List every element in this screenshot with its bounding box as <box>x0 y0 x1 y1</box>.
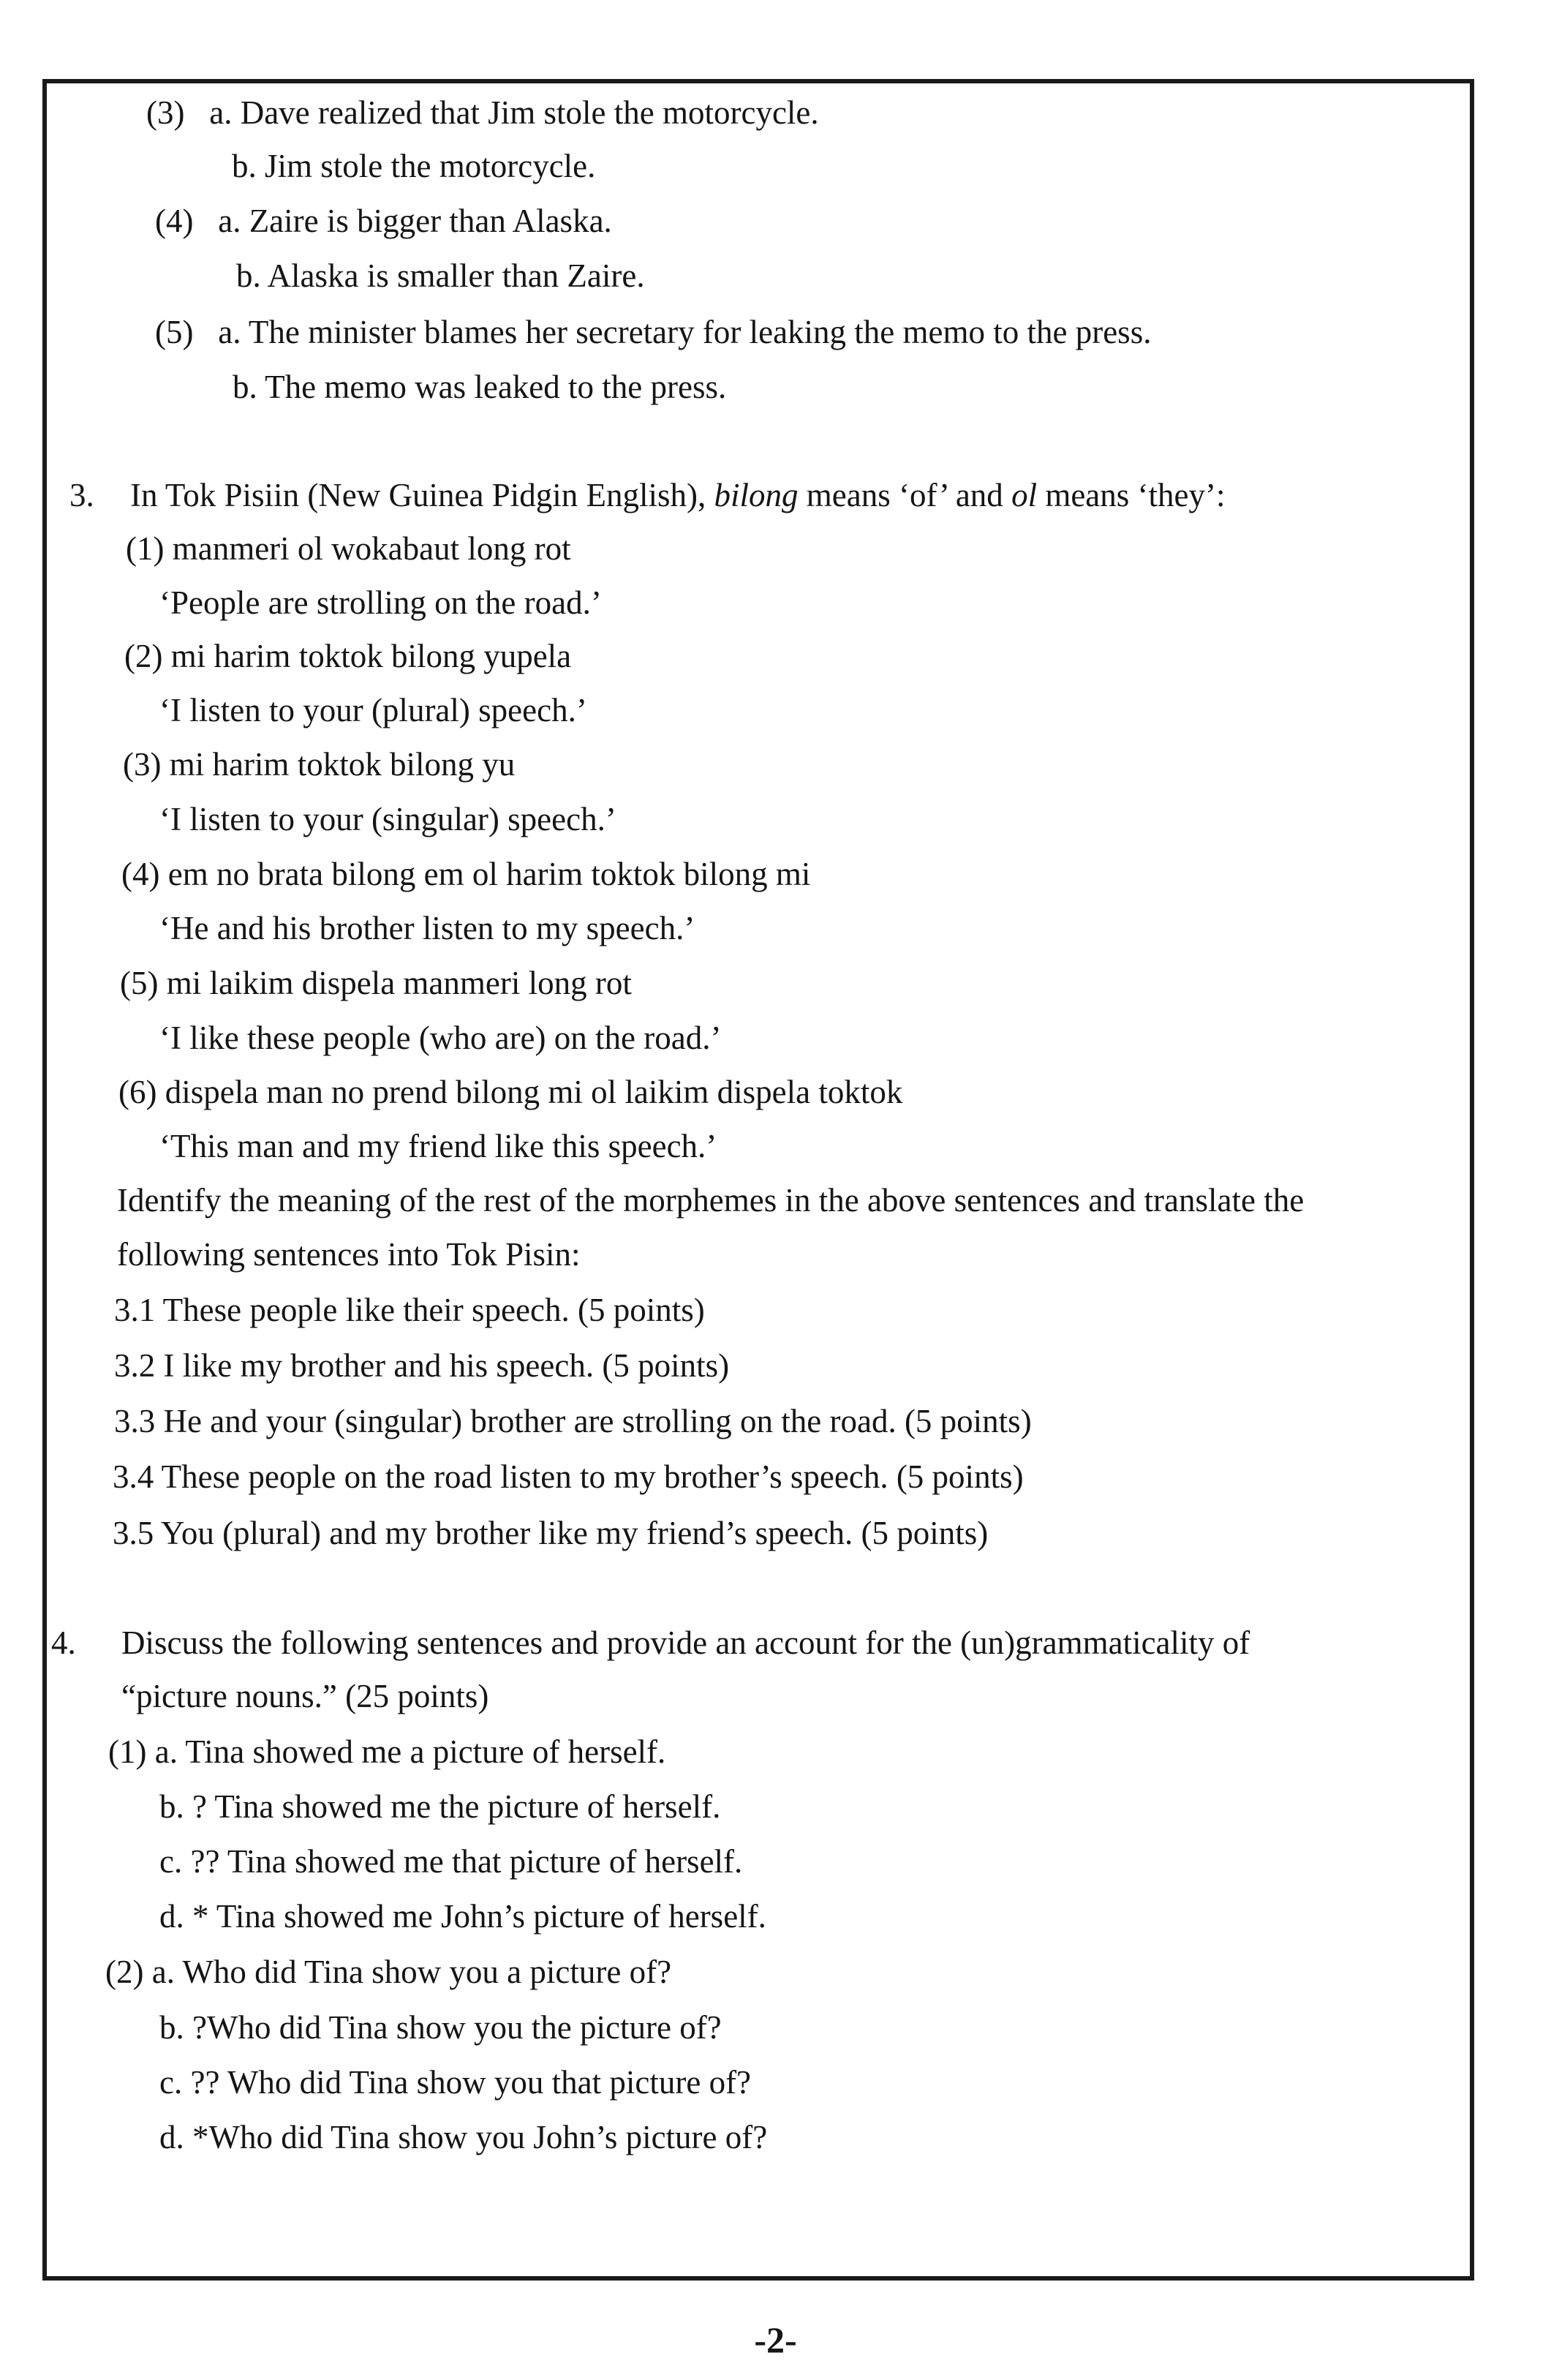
q2-sentence-3b: b. Jim stole the motorcycle. <box>232 148 596 184</box>
picture-noun-sentence-1c: c. ?? Tina showed me that picture of herself. <box>159 1843 743 1880</box>
q3-intro-text-b: means ‘of’ and <box>798 477 1012 513</box>
tok-pisin-gloss-1: ‘People are strolling on the road.’ <box>159 584 602 621</box>
q3-instruction-line-1: Identify the meaning of the rest of the morphemes in the above sentences and translate the <box>117 1182 1305 1219</box>
q3-instruction-line-2: following sentences into Tok Pisin: <box>117 1236 581 1273</box>
tok-pisin-gloss-5: ‘I like these people (who are) on the road.’ <box>159 1020 722 1056</box>
tok-pisin-gloss-4: ‘He and his brother listen to my speech.’ <box>159 910 695 946</box>
question-3-number: 3. <box>69 477 94 513</box>
question-3-intro <box>130 475 1226 515</box>
q3-intro-text-a: In Tok Pisiin (New Guinea Pidgin English), <box>130 477 714 513</box>
question-4-number: 4. <box>51 1624 76 1661</box>
translation-task-3-4: 3.4 These people on the road listen to my brother’s speech. (5 points) <box>113 1458 1024 1495</box>
tok-pisin-example-2: (2) mi harim toktok bilong yupela <box>124 638 572 674</box>
picture-noun-sentence-2b: b. ?Who did Tina show you the picture of? <box>159 2009 722 2046</box>
q2-sentence-3a: (3) a. Dave realized that Jim stole the motorcycle. <box>146 94 819 131</box>
q2-sentence-4a: (4) a. Zaire is bigger than Alaska. <box>155 203 612 239</box>
question-4-intro-line-2: “picture nouns.” (25 points) <box>121 1678 489 1714</box>
picture-noun-sentence-1d: d. * Tina showed me John’s picture of herself. <box>159 1898 766 1935</box>
q3-intro-text-c: means ‘they’: <box>1037 477 1226 513</box>
q3-intro-term-ol: ol <box>1011 477 1038 513</box>
q2-sentence-5a: (5) a. The minister blames her secretary for leaking the memo to the press. <box>155 314 1152 350</box>
page-number: -2- <box>754 2319 797 2360</box>
q2-sentence-4b: b. Alaska is smaller than Zaire. <box>236 257 645 294</box>
tok-pisin-example-1: (1) manmeri ol wokabaut long rot <box>126 530 571 567</box>
picture-noun-sentence-2d: d. *Who did Tina show you John’s picture of? <box>159 2119 768 2155</box>
translation-task-3-2: 3.2 I like my brother and his speech. (5 points) <box>114 1347 730 1384</box>
tok-pisin-example-5: (5) mi laikim dispela manmeri long rot <box>120 965 632 1001</box>
picture-noun-sentence-1b: b. ? Tina showed me the picture of herself. <box>159 1788 721 1825</box>
tok-pisin-gloss-3: ‘I listen to your (singular) speech.’ <box>159 801 616 837</box>
picture-noun-sentence-1a: (1) a. Tina showed me a picture of herself. <box>108 1733 666 1770</box>
q3-intro-term-bilong: bilong <box>714 477 799 513</box>
exam-page-frame <box>42 79 1474 2281</box>
picture-noun-sentence-2c: c. ?? Who did Tina show you that picture of? <box>159 2064 752 2101</box>
tok-pisin-example-6: (6) dispela man no prend bilong mi ol laikim dispela toktok <box>118 1074 903 1110</box>
tok-pisin-example-4: (4) em no brata bilong em ol harim toktok bilong mi <box>121 856 811 892</box>
translation-task-3-1: 3.1 These people like their speech. (5 points) <box>114 1292 705 1328</box>
translation-task-3-3: 3.3 He and your (singular) brother are strolling on the road. (5 points) <box>114 1403 1032 1439</box>
question-4-intro-line-1: Discuss the following sentences and provide an account for the (un)grammaticality of <box>121 1624 1250 1661</box>
tok-pisin-gloss-2: ‘I listen to your (plural) speech.’ <box>159 692 587 728</box>
translation-task-3-5: 3.5 You (plural) and my brother like my friend’s speech. (5 points) <box>113 1515 989 1551</box>
q2-sentence-5b: b. The memo was leaked to the press. <box>233 369 727 405</box>
tok-pisin-example-3: (3) mi harim toktok bilong yu <box>123 746 516 783</box>
tok-pisin-gloss-6: ‘This man and my friend like this speech.’ <box>159 1128 717 1164</box>
picture-noun-sentence-2a: (2) a. Who did Tina show you a picture of? <box>105 1954 672 1990</box>
